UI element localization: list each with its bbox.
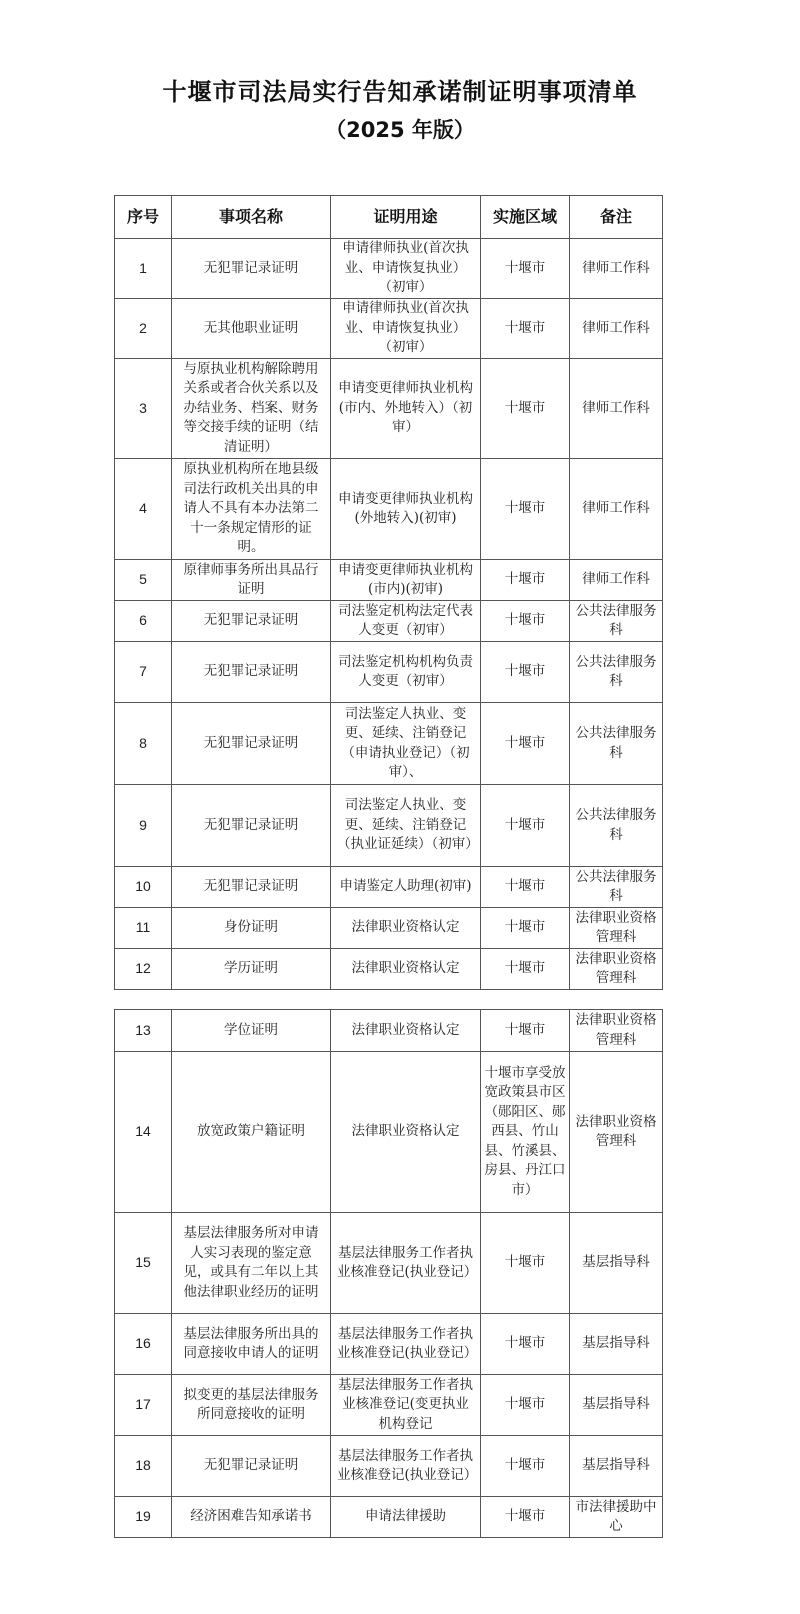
header-area: 实施区域 [481, 196, 570, 239]
row-seq: 3 [115, 359, 172, 459]
row-note: 公共法律服务科 [570, 642, 663, 703]
row-seq: 16 [115, 1314, 172, 1375]
row-note: 基层指导科 [570, 1314, 663, 1375]
header-name: 事项名称 [172, 196, 331, 239]
header-use: 证明用途 [331, 196, 481, 239]
row-seq: 17 [115, 1375, 172, 1436]
row-name: 无犯罪记录证明 [172, 601, 331, 642]
header-note: 备注 [570, 196, 663, 239]
row-name: 原执业机构所在地县级司法行政机关出具的申请人不具有本办法第二十一条规定情形的证明。 [172, 459, 331, 560]
row-note: 律师工作科 [570, 459, 663, 560]
row-area: 十堰市享受放宽政策县市区（郧阳区、郧西县、竹山县、竹溪县、房县、丹江口市） [481, 1052, 570, 1213]
row-use: 申请法律援助 [331, 1497, 481, 1538]
table-row [115, 560, 663, 601]
row-note: 律师工作科 [570, 299, 663, 359]
row-use: 法律职业资格认定 [331, 1052, 481, 1213]
table-row [115, 785, 663, 867]
table-row [115, 1436, 663, 1497]
row-seq: 12 [115, 949, 172, 990]
row-area: 十堰市 [481, 703, 570, 785]
row-seq: 11 [115, 908, 172, 949]
row-area: 十堰市 [481, 1213, 570, 1314]
row-note: 公共法律服务科 [570, 601, 663, 642]
table-row [115, 601, 663, 642]
table-row [115, 459, 663, 560]
row-seq: 2 [115, 299, 172, 359]
page-title: 十堰市司法局实行告知承诺制证明事项清单 [162, 78, 638, 106]
row-name: 无犯罪记录证明 [172, 703, 331, 785]
row-name: 基层法律服务所对申请人实习表现的鉴定意见，或具有二年以上其他法律职业经历的证明 [172, 1213, 331, 1314]
row-note: 公共法律服务科 [570, 867, 663, 908]
row-note: 法律职业资格管理科 [570, 908, 663, 949]
row-note: 基层指导科 [570, 1375, 663, 1436]
row-name: 学历证明 [172, 949, 331, 990]
row-note: 基层指导科 [570, 1436, 663, 1497]
row-note: 公共法律服务科 [570, 785, 663, 867]
items-table-part-1 [114, 195, 663, 990]
table-row [115, 867, 663, 908]
row-area: 十堰市 [481, 949, 570, 990]
row-name: 无犯罪记录证明 [172, 642, 331, 703]
row-seq: 15 [115, 1213, 172, 1314]
row-name: 拟变更的基层法律服务所同意接收的证明 [172, 1375, 331, 1436]
row-area: 十堰市 [481, 601, 570, 642]
table-row [115, 949, 663, 990]
row-use: 司法鉴定机构机构负责人变更（初审） [331, 642, 481, 703]
row-seq: 8 [115, 703, 172, 785]
row-name: 基层法律服务所出具的同意接收申请人的证明 [172, 1314, 331, 1375]
row-note: 律师工作科 [570, 560, 663, 601]
row-name: 无犯罪记录证明 [172, 867, 331, 908]
row-seq: 6 [115, 601, 172, 642]
row-area: 十堰市 [481, 560, 570, 601]
row-area: 十堰市 [481, 642, 570, 703]
row-seq: 4 [115, 459, 172, 560]
row-use: 司法鉴定人执业、变更、延续、注销登记（执业证延续）（初审） [331, 785, 481, 867]
row-area: 十堰市 [481, 359, 570, 459]
row-seq: 5 [115, 560, 172, 601]
row-area: 十堰市 [481, 299, 570, 359]
row-name: 无犯罪记录证明 [172, 1436, 331, 1497]
row-seq: 14 [115, 1052, 172, 1213]
row-use: 法律职业资格认定 [331, 949, 481, 990]
row-note: 法律职业资格管理科 [570, 1052, 663, 1213]
row-note: 市法律援助中心 [570, 1497, 663, 1538]
row-use: 基层法律服务工作者执业核准登记(执业登记） [331, 1314, 481, 1375]
row-use: 申请律师执业(首次执业、申请恢复执业）（初审） [331, 299, 481, 359]
table-row [115, 1052, 663, 1213]
row-seq: 9 [115, 785, 172, 867]
row-area: 十堰市 [481, 459, 570, 560]
items-table-part-2 [114, 1009, 663, 1538]
row-use: 法律职业资格认定 [331, 908, 481, 949]
table-row [115, 1497, 663, 1538]
row-seq: 18 [115, 1436, 172, 1497]
row-area: 十堰市 [481, 908, 570, 949]
row-name: 放宽政策户籍证明 [172, 1052, 331, 1213]
table-row [115, 359, 663, 459]
row-note: 法律职业资格管理科 [570, 1010, 663, 1052]
table-row [115, 1314, 663, 1375]
row-area: 十堰市 [481, 1436, 570, 1497]
row-note: 基层指导科 [570, 1213, 663, 1314]
table-row [115, 1375, 663, 1436]
row-area: 十堰市 [481, 867, 570, 908]
row-seq: 10 [115, 867, 172, 908]
row-name: 无犯罪记录证明 [172, 239, 331, 299]
row-area: 十堰市 [481, 1314, 570, 1375]
row-seq: 19 [115, 1497, 172, 1538]
row-name: 经济困难告知承诺书 [172, 1497, 331, 1538]
row-seq: 7 [115, 642, 172, 703]
row-use: 申请变更律师执业机构(市内)(初审) [331, 560, 481, 601]
row-area: 十堰市 [481, 1497, 570, 1538]
table-header-row [115, 196, 663, 239]
row-seq: 13 [115, 1010, 172, 1052]
table-row [115, 703, 663, 785]
row-note: 法律职业资格管理科 [570, 949, 663, 990]
row-note: 公共法律服务科 [570, 703, 663, 785]
row-name: 与原执业机构解除聘用关系或者合伙关系以及办结业务、档案、财务等交接手续的证明（结清证明） [172, 359, 331, 459]
row-use: 申请律师执业(首次执业、申请恢复执业）（初审） [331, 239, 481, 299]
row-name: 无其他职业证明 [172, 299, 331, 359]
row-name: 学位证明 [172, 1010, 331, 1052]
row-use: 申请鉴定人助理(初审) [331, 867, 481, 908]
table-row [115, 239, 663, 299]
table-row [115, 1010, 663, 1052]
row-use: 法律职业资格认定 [331, 1010, 481, 1052]
row-area: 十堰市 [481, 239, 570, 299]
row-use: 司法鉴定机构法定代表人变更（初审） [331, 601, 481, 642]
row-area: 十堰市 [481, 1375, 570, 1436]
page-subtitle: （2025 年版） [325, 118, 475, 142]
table-row [115, 299, 663, 359]
row-note: 律师工作科 [570, 239, 663, 299]
table-row [115, 908, 663, 949]
row-use: 基层法律服务工作者执业核准登记(变更执业机构登记 [331, 1375, 481, 1436]
row-use: 基层法律服务工作者执业核准登记(执业登记） [331, 1213, 481, 1314]
row-name: 身份证明 [172, 908, 331, 949]
header-seq: 序号 [115, 196, 172, 239]
row-use: 基层法律服务工作者执业核准登记(执业登记） [331, 1436, 481, 1497]
row-seq: 1 [115, 239, 172, 299]
row-area: 十堰市 [481, 785, 570, 867]
row-use: 司法鉴定人执业、变更、延续、注销登记（申请执业登记）（初审）、 [331, 703, 481, 785]
table-row [115, 642, 663, 703]
row-name: 无犯罪记录证明 [172, 785, 331, 867]
row-note: 律师工作科 [570, 359, 663, 459]
row-name: 原律师事务所出具品行证明 [172, 560, 331, 601]
row-use: 申请变更律师执业机构(外地转入)(初审) [331, 459, 481, 560]
table-row [115, 1213, 663, 1314]
row-area: 十堰市 [481, 1010, 570, 1052]
row-use: 申请变更律师执业机构(市内、外地转入）（初审） [331, 359, 481, 459]
